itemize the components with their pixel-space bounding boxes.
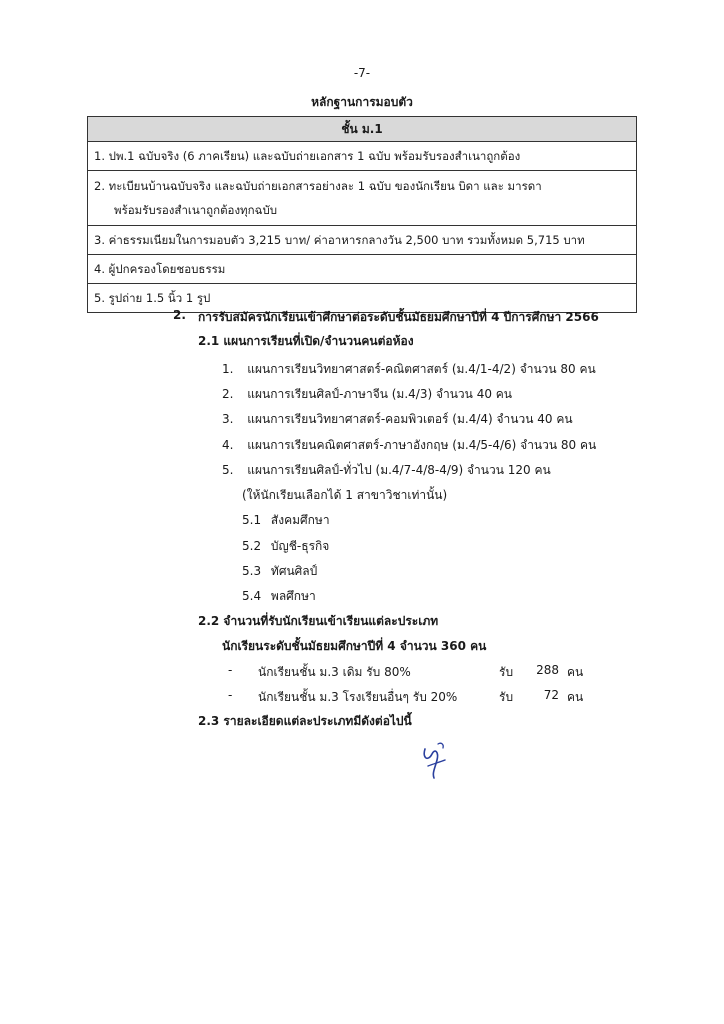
evidence-table [87,116,637,313]
row-text: ค่าธรรมเนียมในการมอบตัว 3,215 บาท/ ค่าอาหารกลางวัน 2,500 บาท รวมทั้งหมด 5,715 บาท [108,233,585,247]
sub-item [242,587,316,606]
row-text-continued: พร้อมรับรองสำเนาถูกต้องทุกฉบับ [114,203,278,217]
list-item [222,461,551,480]
item-text: แผนการเรียนศิลป์-ทั่วไป (ม.4/7-4/8-4/9) จำนวน 120 คน [247,463,551,477]
sub-item-text: สังคมศึกษา [270,513,330,527]
section-2-number: 2. [173,308,186,322]
row-text: ทะเบียนบ้านฉบับจริง และฉบับถ่ายเอกสารอย่างละ 1 ฉบับ ของนักเรียน บิดา และ มารดา [108,179,542,193]
section-2-heading: การรับสมัครนักเรียนเข้าศึกษาต่อระดับชั้นมัธยมศึกษาปีที่ 4 ปีการศึกษา 2566 [198,310,599,324]
item-text: แผนการเรียนศิลป์-ภาษาจีน (ม.4/3) จำนวน 40 คน [247,387,513,401]
sub-item-number: 5.2 [242,539,262,553]
item-number: 4. [222,438,234,452]
item-number: 2. [222,387,234,401]
handwritten-initials [418,740,448,780]
quota-row-dash: - [228,688,233,702]
table-row [88,171,637,226]
list-item [222,410,573,429]
row-text: รูปถ่าย 1.5 นิ้ว 1 รูป [108,291,211,305]
section-2-2-heading: 2.2 จำนวนที่รับนักเรียนเข้าเรียนแต่ละประเภท [198,614,439,628]
table-row [88,142,637,171]
sub-item-number: 5.3 [242,564,262,578]
sub-item [242,562,317,581]
item-text: แผนการเรียนวิทยาศาสตร์-คอมพิวเตอร์ (ม.4/4) จำนวน 40 คน [247,412,573,426]
item-number: 5. [222,463,234,477]
item-number: 1. [222,362,234,376]
section-2-3-heading: 2.3 รายละเอียดแต่ละประเภทมีดังต่อไปนี้ [198,714,412,728]
row-text: ปพ.1 ฉบับจริง (6 ภาคเรียน) และฉบับถ่ายเอกสาร 1 ฉบับ พร้อมรับรองสำเนาถูกต้อง [108,149,521,163]
table-row [88,255,637,284]
table-header: ชั้น ม.1 [88,117,637,142]
row-number: 2. [94,179,105,193]
row-number: 4. [94,262,105,276]
row-number: 5. [94,291,105,305]
quota-row-count: 288 [536,663,559,677]
sub-item [242,537,329,556]
enrollment-summary: นักเรียนระดับชั้นมัธยมศึกษาปีที่ 4 จำนวน 360 คน [222,639,487,653]
page-number: -7- [353,66,371,80]
quota-row-unit: คน [567,690,584,704]
table-row [88,226,637,255]
quota-row-count: 72 [543,688,559,702]
row-number: 3. [94,233,105,247]
quota-row-recv: รับ [499,665,514,679]
list-item [222,385,512,404]
item-text: แผนการเรียนวิทยาศาสตร์-คณิตศาสตร์ (ม.4/1-4/2) จำนวน 80 คน [247,362,596,376]
item-number: 3. [222,412,234,426]
quota-row-dash: - [228,663,233,677]
sub-item-number: 5.4 [242,589,262,603]
sub-item-text: พลศึกษา [270,589,316,603]
sub-item [242,511,330,530]
sub-item-text: บัญชี-ธุรกิจ [270,539,330,553]
quota-row-text: นักเรียนชั้น ม.3 เดิม รับ 80% [258,665,411,679]
row-number: 1. [94,149,105,163]
quota-row-unit: คน [567,665,584,679]
row-text: ผู้ปกครองโดยชอบธรรม [108,262,226,276]
sub-item-number: 5.1 [242,513,262,527]
quota-row-recv: รับ [499,690,514,704]
list-item [222,360,596,379]
sub-item-text: ทัศนศิลป์ [270,564,318,578]
selection-note: (ให้นักเรียนเลือกได้ 1 สาขาวิชาเท่านั้น) [242,488,448,502]
list-item [222,436,596,455]
document-title: หลักฐานการมอบตัว [311,95,413,109]
item-text: แผนการเรียนคณิตศาสตร์-ภาษาอังกฤษ (ม.4/5-4/6) จำนวน 80 คน [247,438,597,452]
section-2-1-heading: 2.1 แผนการเรียนที่เปิด/จำนวนคนต่อห้อง [198,334,414,348]
quota-row-text: นักเรียนชั้น ม.3 โรงเรียนอื่นๆ รับ 20% [258,690,458,704]
